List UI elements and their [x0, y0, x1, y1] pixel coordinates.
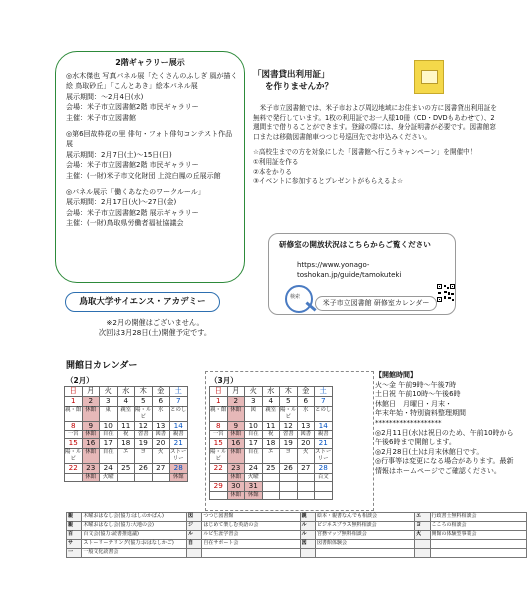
calendar-day-note: 休館: [227, 406, 245, 421]
study-room-box: [268, 233, 456, 315]
weekday-header: 水: [262, 387, 280, 397]
calendar-day: 19: [280, 439, 298, 449]
legend-desc: 開館の体験型事業会: [430, 531, 527, 540]
march-calendar: [209, 386, 333, 500]
legend-key: ジ: [186, 522, 201, 531]
calendar-day-note: [280, 473, 298, 481]
weekday-header: 月: [82, 387, 100, 397]
calendar-day: 3: [100, 396, 118, 406]
calendar-day: 3: [245, 396, 263, 406]
calendar-day-note: 図: [245, 406, 263, 421]
calendar-day: 21: [170, 439, 188, 449]
library-card-text: [253, 104, 501, 187]
calendar-day: [315, 481, 333, 491]
calendar-day-note: 自在: [245, 431, 263, 439]
opening-hours-line: ◎2月28日(土)は月末休館日です。: [375, 447, 484, 456]
weekday-header: 水: [117, 387, 135, 397]
weekday-header: 金: [152, 387, 170, 397]
calendar-day: 22: [65, 464, 83, 474]
calendar-day-note: エ: [262, 449, 280, 464]
legend-key: 火: [415, 531, 430, 540]
legend-key: ル: [300, 522, 315, 531]
legend-desc: 百文会(協力:読書推進議): [82, 531, 187, 540]
opening-hours-line: 休館日 月曜日・月末・: [375, 399, 452, 408]
calendar-day: 7: [170, 396, 188, 406]
calendar-day-note: [135, 473, 153, 481]
calendar-day-note: とのし: [315, 406, 333, 421]
calendar-day-note: エ: [117, 449, 135, 464]
calendar-day-note: 一宮: [65, 431, 83, 439]
calendar-day: 21: [315, 439, 333, 449]
legend-desc: [430, 549, 527, 558]
calendar-day-note: 習書: [135, 431, 153, 439]
legend-key: [300, 549, 315, 558]
magnifier-icon: [285, 285, 313, 313]
calendar-day: 11: [262, 421, 280, 431]
legend-desc: ビジネスプラス無料相談会: [315, 522, 414, 531]
calendar-day: 8: [210, 421, 228, 431]
opening-hours-line: 年末年始・特別資料整理期間: [375, 409, 466, 418]
calendar-day: 1: [210, 396, 228, 406]
legend-desc: 宮務マップ無料相談会: [315, 531, 414, 540]
calendar-day: 7: [315, 396, 333, 406]
calendar-day: 29: [210, 481, 228, 491]
event-legend: [66, 512, 527, 558]
calendar-day: 15: [210, 439, 228, 449]
calendar-day: 2: [82, 396, 100, 406]
magnifier-text: 検索: [290, 294, 301, 300]
weekday-header: 土: [170, 387, 188, 397]
calendar-day: 25: [117, 464, 135, 474]
gallery-line: ◎パネル展示「働くあなたのワークルール」: [66, 188, 205, 197]
legend-key: 百: [67, 531, 82, 540]
calendar-day-note: 百文: [315, 473, 333, 481]
legend-key: エ: [415, 513, 430, 522]
calendar-day: 4: [117, 396, 135, 406]
gallery-box: [55, 51, 245, 283]
calendar-day-note: 図書: [297, 431, 315, 439]
calendar-day-note: 火: [152, 449, 170, 464]
calendar-day-note: 親・館: [65, 406, 83, 421]
legend-desc: [202, 549, 300, 558]
study-room-url-2[interactable]: toshokan.jp/guide/tamokuteki: [297, 271, 402, 279]
calendar-day: 5: [135, 396, 153, 406]
library-card-title: [253, 69, 353, 93]
legend-desc: ルビ生涯学習会: [202, 531, 300, 540]
february-label: （2月）: [66, 376, 94, 385]
calendar-day: 6: [297, 396, 315, 406]
weekday-header: 木: [280, 387, 298, 397]
calendar-day: 20: [152, 439, 170, 449]
calendar-day-note: 習書: [280, 431, 298, 439]
calendar-day-note: 水: [152, 406, 170, 421]
calendar-day: 27: [297, 464, 315, 474]
calendar-day-note: [297, 473, 315, 481]
calendar-day: 12: [280, 421, 298, 431]
calendar-day-note: [117, 473, 135, 481]
academy-note: [50, 318, 260, 338]
calendar-day: 11: [117, 421, 135, 431]
legend-key: 親: [67, 513, 82, 522]
calendar-day-note: 親書: [315, 431, 333, 439]
weekday-header: 火: [245, 387, 263, 397]
calendar-day: 13: [152, 421, 170, 431]
calendar-day-note: 休館: [227, 473, 245, 481]
calendar-day-note: 親・館: [210, 406, 228, 421]
weekday-header: 金: [297, 387, 315, 397]
calendar-day: 8: [65, 421, 83, 431]
calendar-day: 17: [100, 439, 118, 449]
legend-key: 自: [186, 540, 201, 549]
campaign-text: ☆高校生までの方を対象にした「図書館へ行こうキャンペーン」を開催中！: [253, 148, 477, 157]
calendar-day: 1: [65, 396, 83, 406]
calendar-day: 5: [280, 396, 298, 406]
calendar-day-note: [210, 491, 228, 499]
academy-note-line1: ※2月の開催はございません。: [106, 318, 204, 327]
weekday-header: 土: [315, 387, 333, 397]
opening-hours-line: ◎行事等は変更になる場合があります。最新情報はホームページでご確認ください。: [375, 457, 514, 475]
gallery-line: 会場：米子市立図書館2階 市民ギャラリー: [66, 161, 199, 170]
calendar-day-note: 水: [297, 406, 315, 421]
calendar-day-note: ストーリー: [170, 449, 187, 463]
calendar-day-note: 親室: [117, 406, 135, 421]
legend-desc: 行政書士無料相談会: [430, 513, 527, 522]
calendar-day: 24: [100, 464, 118, 474]
calendar-day-note: 休館: [82, 449, 100, 464]
calendar-day: 28: [315, 464, 333, 474]
opening-hours-title: 【開館時間】: [375, 371, 417, 379]
opening-hours-line: 土日祝 午前10時～午後6時: [375, 390, 461, 399]
library-card-paragraph: 米子市立図書館では、米子市および周辺地域にお住まいの方に図書貸出利用証を無料で発行しています。1枚の利用証でお一人様10冊（CD・DVDもあわせて）、2週間まで借りることができます。登録の際には、身分証明書が必要です。図書館窓口または移動図書館車つつじ号巡回先でお申込みください。: [253, 104, 497, 141]
february-calendar: [64, 386, 188, 482]
calendar-day: 4: [262, 396, 280, 406]
library-card-illustration: [414, 60, 444, 94]
calendar-day: 2: [227, 396, 245, 406]
calendar-day-note: [262, 491, 280, 499]
calendar-day: 14: [170, 421, 188, 431]
gallery-line: 展示期間：2月17日(火)～27日(金): [66, 198, 177, 207]
calendar-day-note: 自在: [245, 449, 263, 464]
calendar-day: 17: [245, 439, 263, 449]
calendar-day: 19: [135, 439, 153, 449]
legend-desc: ストーリーテリング(協力:おはなしかご): [82, 540, 187, 549]
weekday-header: 月: [227, 387, 245, 397]
legend-key: [186, 549, 201, 558]
calendar-day: 12: [135, 421, 153, 431]
gallery-body: [66, 71, 238, 229]
legend-desc: 一般文化読書会: [82, 549, 187, 558]
calendar-day: 25: [262, 464, 280, 474]
calendar-day-note: 休館: [82, 473, 100, 481]
calendar-day: 9: [227, 421, 245, 431]
calendar-day: 13: [297, 421, 315, 431]
legend-key: 親: [300, 513, 315, 522]
gallery-line: 会場：米子市立図書館2階 市民ギャラリー: [66, 103, 199, 112]
legend-desc: こころの相談会: [430, 522, 527, 531]
legend-desc: 図書館体験会: [315, 540, 414, 549]
calendar-day-note: 祝: [117, 431, 135, 439]
calendar-day-note: [315, 491, 333, 499]
opening-hours-line: *******************: [375, 418, 442, 427]
legend-desc: 自在サポート会: [202, 540, 300, 549]
opening-hours: [375, 371, 515, 477]
gallery-line: 主催：米子市立図書館: [66, 113, 136, 122]
calendar-day: 18: [262, 439, 280, 449]
academy-note-line2: 次回は3月28日(土)開催予定です。: [98, 328, 212, 337]
legend-key: ヨ: [415, 522, 430, 531]
calendar-day: 6: [152, 396, 170, 406]
weekday-header: 火: [100, 387, 118, 397]
calendar-day-note: 親書: [170, 431, 188, 439]
calendar-day-note: 陽・ルビ: [65, 449, 82, 463]
legend-key: 図: [186, 513, 201, 522]
campaign-item-2: ②本をかりる: [253, 167, 292, 176]
calendar-day-note: 休館: [227, 431, 245, 439]
calendar-day: 23: [82, 464, 100, 474]
calendar-day: 16: [227, 439, 245, 449]
gallery-line: 主催：(一財)米子市文化財団 上淀白鳳の丘展示館: [66, 171, 221, 180]
calendar-day-note: ストーリー: [315, 449, 332, 463]
february-label-text: 2月: [73, 376, 87, 385]
calendar-day-note: 一宮: [210, 431, 228, 439]
calendar-day-note: 祝: [262, 431, 280, 439]
calendar-day: 10: [100, 421, 118, 431]
calendar-day-note: 親室: [262, 406, 280, 421]
study-room-calendar-label[interactable]: 米子市立図書館 研修室カレンダー: [315, 296, 437, 311]
calendar-day: 10: [245, 421, 263, 431]
calendar-day: 22: [210, 464, 228, 474]
calendar-day-note: 自在: [100, 431, 118, 439]
calendar-day-note: 休館: [245, 491, 263, 499]
calendar-day: 24: [245, 464, 263, 474]
academy-title: 鳥取大学サイエンス・アカデミー: [65, 292, 220, 312]
legend-desc: 木曜おはなし会(協力:はしのかばん): [82, 513, 187, 522]
legend-key: [415, 540, 430, 549]
calendar-day-note: 陽・ルビ: [280, 406, 297, 420]
calendar-day-note: [152, 473, 170, 481]
legend-desc: [315, 549, 414, 558]
calendar-day-note: 陽・ルビ: [210, 449, 227, 463]
campaign-item-1: ①利用証を作る: [253, 157, 299, 166]
calendar-day: 20: [297, 439, 315, 449]
gallery-line: 会場：米子市立図書館2階 展示ギャラリー: [66, 208, 199, 217]
march-label: （3月）: [210, 376, 238, 385]
calendar-day: 18: [117, 439, 135, 449]
calendar-day: 28: [170, 464, 188, 474]
qr-code-icon[interactable]: [437, 284, 455, 302]
calendar-day-note: 図書: [152, 431, 170, 439]
calendar-day: 14: [315, 421, 333, 431]
march-label-text: 3月: [217, 376, 231, 385]
calendar-day-note: ヨ: [280, 449, 298, 464]
calendar-day-note: 休館: [170, 473, 188, 481]
opening-hours-line: ◎2月11日(水)は祝日のため、午前10時から午後6時まで開館します。: [375, 428, 514, 447]
legend-desc: つつじ図書館: [202, 513, 300, 522]
calendar-day-note: 東: [100, 406, 118, 421]
legend-desc: [430, 540, 527, 549]
legend-key: 一: [67, 549, 82, 558]
calendar-day-note: [280, 491, 298, 499]
calendar-day-note: [65, 473, 83, 481]
calendar-day: 26: [135, 464, 153, 474]
legend-key: 親: [67, 522, 82, 531]
gallery-line: 主催：(一財)鳥取県労働者福祉協議会: [66, 219, 184, 228]
calendar-day: 27: [152, 464, 170, 474]
legend-desc: 絵本・親書なんでも相談会: [315, 513, 414, 522]
calendar-day: 30: [227, 481, 245, 491]
library-card-title-2: を作りませんか？: [265, 82, 334, 92]
gallery-title: 2階ギャラリー展示: [115, 58, 185, 67]
calendar-day-note: 火曜: [100, 473, 118, 481]
calendar-day-note: [262, 473, 280, 481]
opening-hours-line: 火～金 午前9時～午後7時: [375, 380, 457, 389]
calendar-day: 31: [245, 481, 263, 491]
legend-key: ル: [300, 531, 315, 540]
gallery-line: ◎水木傑也 写真パネル展「たくさんのふしぎ 風が描く絵 鳥取砂丘」「こんとあき」絵本パネル展: [66, 72, 238, 91]
library-card-title-1: 「図書貸出利用証」: [253, 70, 330, 80]
weekday-header: 木: [135, 387, 153, 397]
gallery-line: 展示期間：2月7日(土)～15日(日): [66, 150, 172, 159]
calendar-day-note: 自在: [100, 449, 118, 464]
calendar-day-note: 休館: [227, 449, 245, 464]
calendar-heading: 開館日カレンダー: [66, 361, 138, 371]
calendar-day-note: 休館: [82, 431, 100, 439]
calendar-day-note: 陽・ルビ: [135, 406, 152, 420]
calendar-day-note: 休館: [82, 406, 100, 421]
study-room-heading: 研修室の開放状況はこちらからご覧ください: [279, 240, 431, 249]
campaign-item-3: ③イベントに参加するとプレゼントがもらえるよ☆: [253, 177, 404, 186]
calendar-day: [262, 481, 280, 491]
calendar-day: 16: [82, 439, 100, 449]
calendar-day: 15: [65, 439, 83, 449]
legend-key: 図: [300, 540, 315, 549]
gallery-line: ◎第6回故枠花の里 俳句・フォト俳句コンテスト作品展: [66, 130, 233, 149]
weekday-header: 日: [65, 387, 83, 397]
calendar-day-note: とのし: [170, 406, 188, 421]
weekday-header: 日: [210, 387, 228, 397]
legend-key: ル: [186, 531, 201, 540]
calendar-day-note: 火曜: [245, 473, 263, 481]
legend-key: サ: [67, 540, 82, 549]
calendar-day-note: 火: [297, 449, 315, 464]
gallery-line: 展示期間：～2月4日(水): [66, 92, 144, 101]
calendar-day: 9: [82, 421, 100, 431]
legend-desc: 木曜おはなし会(協力:大地の会): [82, 522, 187, 531]
study-room-url[interactable]: https://www.yonago-: [297, 261, 370, 269]
legend-key: [415, 549, 430, 558]
calendar-day-note: ヨ: [135, 449, 153, 464]
legend-desc: はじめて楽しむ英語の会: [202, 522, 300, 531]
calendar-day-note: 休館: [227, 491, 245, 499]
calendar-day: 23: [227, 464, 245, 474]
calendar-day: [297, 481, 315, 491]
calendar-day-note: [297, 491, 315, 499]
calendar-day: [280, 481, 298, 491]
calendar-day: 26: [280, 464, 298, 474]
